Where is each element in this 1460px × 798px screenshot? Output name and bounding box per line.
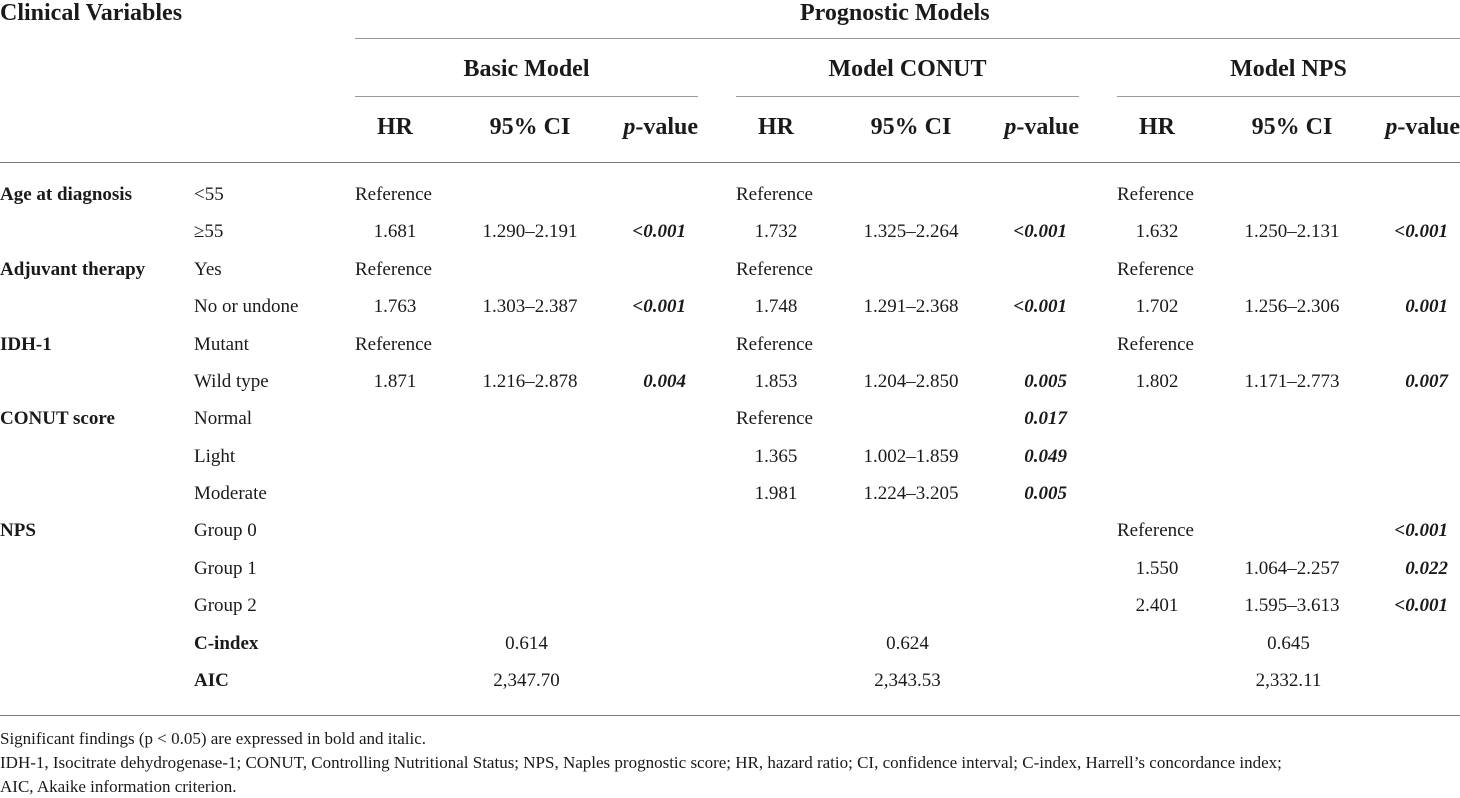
cell-hr: Reference	[736, 408, 813, 429]
cell-hr: 1.365	[754, 446, 798, 467]
header-model-basic: Basic Model	[463, 56, 590, 82]
col-header-p-value	[991, 114, 1079, 141]
summary-value: 2,332.11	[1255, 670, 1322, 691]
row-variable: IDH-1	[0, 334, 52, 355]
row-level: Normal	[194, 408, 253, 429]
cell-ci: 1.290–2.191	[482, 221, 578, 242]
cell-ci: 1.204–2.850	[863, 371, 959, 392]
cell-hr: 1.981	[754, 483, 798, 504]
rule-prognostic-models	[355, 38, 1460, 39]
cell-p-value: 0.001	[1405, 296, 1448, 317]
row-variable: CONUT score	[0, 408, 115, 429]
cell-ci: 1.291–2.368	[863, 296, 959, 317]
rule-header-bottom	[0, 162, 1460, 163]
summary-value: 0.624	[886, 633, 929, 654]
cell-p-value: 0.005	[1024, 371, 1067, 392]
col-header-ci: 95% CI	[489, 114, 571, 140]
cell-p-value: <0.001	[632, 296, 686, 317]
col-header-hr: HR	[1139, 114, 1175, 140]
summary-value: 2,343.53	[874, 670, 941, 691]
cell-ci: 1.325–2.264	[863, 221, 959, 242]
summary-label: AIC	[194, 670, 229, 691]
row-level: Wild type	[194, 371, 269, 392]
row-variable: Adjuvant therapy	[0, 259, 146, 280]
cell-hr: Reference	[1117, 520, 1194, 541]
cell-ci: 1.002–1.859	[863, 446, 959, 467]
cell-hr: Reference	[355, 334, 432, 355]
col-header-p-italic: p	[1385, 114, 1398, 140]
cell-hr: Reference	[355, 184, 432, 205]
row-variable: Age at diagnosis	[0, 184, 132, 205]
col-header-p-italic: p	[623, 114, 636, 140]
row-level: Mutant	[194, 334, 249, 355]
col-header-hr: HR	[758, 114, 794, 140]
col-header-hr: HR	[377, 114, 413, 140]
footnote-significance: Significant findings (p < 0.05) are expressed in bold and italic.	[0, 729, 426, 748]
cell-p-value: <0.001	[632, 221, 686, 242]
header-clinical-variables: Clinical Variables	[0, 0, 183, 26]
cell-hr: 1.748	[754, 296, 798, 317]
col-header-p-rest: -value	[1016, 114, 1079, 140]
cell-hr: Reference	[355, 259, 432, 280]
cell-hr: 1.732	[754, 221, 798, 242]
cell-ci: 1.171–2.773	[1244, 371, 1340, 392]
cell-ci: 1.256–2.306	[1244, 296, 1340, 317]
col-header-p-rest: -value	[635, 114, 698, 140]
cell-hr: Reference	[1117, 334, 1194, 355]
cell-hr: 1.871	[373, 371, 417, 392]
cell-p-value: <0.001	[1013, 296, 1067, 317]
cell-hr: 1.853	[754, 371, 798, 392]
footnote-abbreviations-cont: AIC, Akaike information criterion.	[0, 777, 237, 796]
cell-ci: 1.250–2.131	[1244, 221, 1340, 242]
cell-hr: Reference	[736, 334, 813, 355]
cell-hr: Reference	[736, 259, 813, 280]
col-header-p-rest: -value	[1397, 114, 1460, 140]
summary-value: 0.614	[505, 633, 548, 654]
cell-hr: 1.802	[1135, 371, 1179, 392]
cell-hr: Reference	[736, 184, 813, 205]
cell-hr: 1.681	[373, 221, 417, 242]
cell-p-value: <0.001	[1013, 221, 1067, 242]
row-level: Group 1	[194, 558, 257, 579]
cell-p-value: <0.001	[1394, 520, 1448, 541]
col-header-p-value	[610, 114, 698, 141]
cell-hr: Reference	[1117, 184, 1194, 205]
cell-hr: 1.702	[1135, 296, 1179, 317]
header-model-nps: Model NPS	[1230, 56, 1347, 82]
cell-ci: 1.595–3.613	[1244, 595, 1340, 616]
cell-p-value: <0.001	[1394, 595, 1448, 616]
cell-p-value: 0.007	[1405, 371, 1448, 392]
summary-label: C-index	[194, 633, 259, 654]
col-header-ci: 95% CI	[1251, 114, 1333, 140]
row-variable: NPS	[0, 520, 36, 541]
row-level: Group 0	[194, 520, 257, 541]
cell-ci: 1.064–2.257	[1244, 558, 1340, 579]
cell-p-value: <0.001	[1394, 221, 1448, 242]
cell-hr: Reference	[1117, 259, 1194, 280]
cell-p-value: 0.005	[1024, 483, 1067, 504]
col-header-p-value	[1372, 114, 1460, 141]
summary-value: 0.645	[1267, 633, 1310, 654]
rule-model-basic	[355, 96, 698, 97]
col-header-ci: 95% CI	[870, 114, 952, 140]
rule-model-nps	[1117, 96, 1460, 97]
cell-ci: 1.303–2.387	[482, 296, 578, 317]
cell-p-value: 0.004	[643, 371, 686, 392]
summary-value: 2,347.70	[493, 670, 560, 691]
cell-p-value: 0.049	[1024, 446, 1067, 467]
cell-ci: 1.224–3.205	[863, 483, 959, 504]
cell-p-value: 0.017	[1024, 408, 1067, 429]
cell-p-value: 0.022	[1405, 558, 1448, 579]
row-level: <55	[194, 184, 224, 205]
cell-hr: 1.550	[1135, 558, 1179, 579]
cell-ci: 1.216–2.878	[482, 371, 578, 392]
row-level: Light	[194, 446, 236, 467]
cell-hr: 2.401	[1135, 595, 1179, 616]
row-level: ≥55	[194, 221, 224, 242]
row-level: No or undone	[194, 296, 299, 317]
header-prognostic-models: Prognostic Models	[800, 0, 990, 26]
cell-hr: 1.632	[1135, 221, 1179, 242]
footnote-abbreviations: IDH-1, Isocitrate dehydrogenase-1; CONUT, Controlling Nutritional Status; NPS, Naples prognostic score; HR, hazard ratio; CI, confidence interval; C-index, Harrell’s concordance index;	[0, 753, 1282, 772]
row-level: Moderate	[194, 483, 267, 504]
col-header-p-italic: p	[1004, 114, 1017, 140]
cell-hr: 1.763	[373, 296, 417, 317]
rule-model-conut	[736, 96, 1079, 97]
rule-table-bottom	[0, 715, 1460, 716]
header-model-conut: Model CONUT	[828, 56, 987, 82]
row-level: Yes	[194, 259, 222, 280]
row-level: Group 2	[194, 595, 257, 616]
